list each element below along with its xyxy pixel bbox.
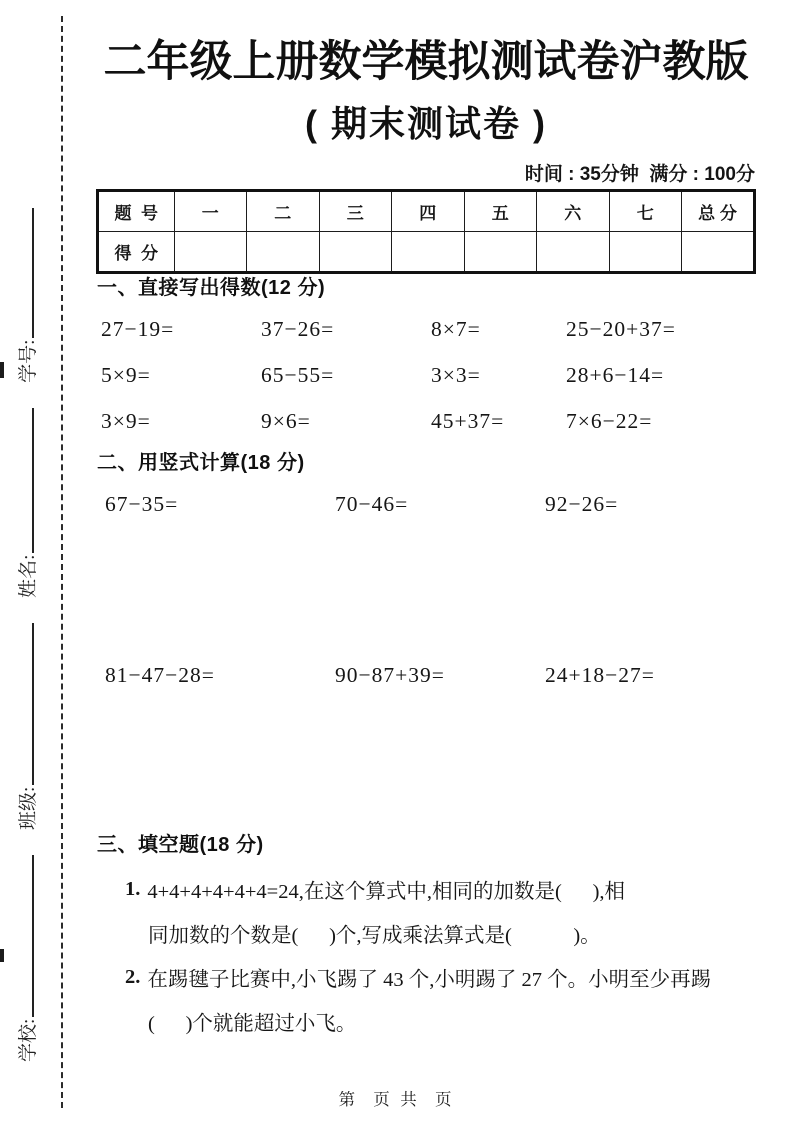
col-1-cell: 一 [174,191,247,232]
section-fill-in-blanks [97,833,757,1043]
class-field [13,623,40,830]
name-blank [17,408,34,553]
class-blank [17,623,34,785]
problem: 45+37= [431,408,505,433]
problem: 65−55= [261,362,335,387]
score-empty-cell [392,232,465,273]
fill-item-text: 同加数的个数是( )个,写成乘法算式是( )。 [148,925,601,947]
page-footer: 第 页 共 页 [338,1091,455,1109]
problem: 24+18−27= [545,662,655,687]
student-number-blank [17,208,34,338]
name-label: 姓名: [18,554,39,598]
scan-edge-mark [0,362,4,378]
score-empty-cell [609,232,682,273]
problem: 8×7= [431,316,481,341]
name-field [13,408,40,598]
score-table-header-row [98,191,754,232]
section-direct-calculation [97,276,757,444]
score-empty-cell [464,232,537,273]
exam-title: 二年级上册数学模拟测试卷沪教版 [103,38,749,86]
problem: 3×9= [101,408,151,433]
col-3-cell: 三 [319,191,392,232]
problem: 81−47−28= [105,662,215,687]
problem: 67−35= [105,491,179,516]
problem: 7×6−22= [566,408,653,433]
fill-item-2-line-2 [97,999,757,1043]
fill-item-1-line-1 [97,867,757,911]
score-empty-cell [319,232,392,273]
student-info-margin [13,77,55,1062]
fill-item-text: 在踢毽子比赛中,小飞踢了 43 个,小明踢了 27 个。小明至少再踢 [147,969,712,991]
problem-row [101,306,757,352]
school-field [13,855,40,1062]
problem: 27−19= [101,316,175,341]
col-5-cell: 五 [464,191,537,232]
section-2-problems [105,481,757,698]
problem-row [105,481,757,527]
problem: 5×9= [101,362,151,387]
problem: 92−26= [545,491,619,516]
time-and-score-info: 时间 : 35分钟 满分 : 100分 [524,164,755,185]
score-empty-cell [682,232,755,273]
school-label: 学校: [18,1018,39,1062]
fill-item-1-line-2 [97,911,757,955]
section-1-problems [101,306,757,444]
class-label: 班级: [18,786,39,830]
student-number-field [13,208,40,383]
problem-row [105,652,757,698]
item-number: 1. [125,877,141,900]
problem: 25−20+37= [566,316,676,341]
section-1-heading: 一、直接写出得数(12 分) [97,277,326,299]
score-empty-cell [247,232,320,273]
total-score-label-cell: 总 分 [682,191,755,232]
problem: 9×6= [261,408,311,433]
problem: 70−46= [335,491,409,516]
fill-item-2-line-1 [97,955,757,999]
problem: 3×3= [431,362,481,387]
fill-item-text: 4+4+4+4+4+4=24,在这个算式中,相同的加数是( ),相 [147,881,626,903]
student-number-label: 学号: [18,339,39,383]
score-empty-cell [174,232,247,273]
col-7-cell: 七 [609,191,682,232]
problem-row [101,398,757,444]
col-6-cell: 六 [537,191,610,232]
score-empty-cell [537,232,610,273]
problem: 90−87+39= [335,662,445,687]
section-vertical-calculation [97,451,757,698]
question-number-label-cell: 题 号 [98,191,174,232]
exam-subtitle: ( 期末测试卷 ) [305,103,547,144]
section-3-heading: 三、填空题(18 分) [97,834,264,856]
section-2-heading: 二、用竖式计算(18 分) [97,452,305,474]
score-table-score-row [98,232,754,273]
scan-edge-mark [0,949,4,962]
col-2-cell: 二 [247,191,320,232]
item-number: 2. [125,965,141,988]
problem: 28+6−14= [566,362,665,387]
section-3-items [97,867,757,1043]
score-table [97,190,755,273]
col-4-cell: 四 [392,191,465,232]
binding-dashed-line [61,16,63,1108]
score-label-cell: 得 分 [98,232,174,273]
fill-item-text: ( )个就能超过小飞。 [148,1013,357,1035]
problem-row [101,352,757,398]
problem: 37−26= [261,316,335,341]
school-blank [17,855,34,1017]
